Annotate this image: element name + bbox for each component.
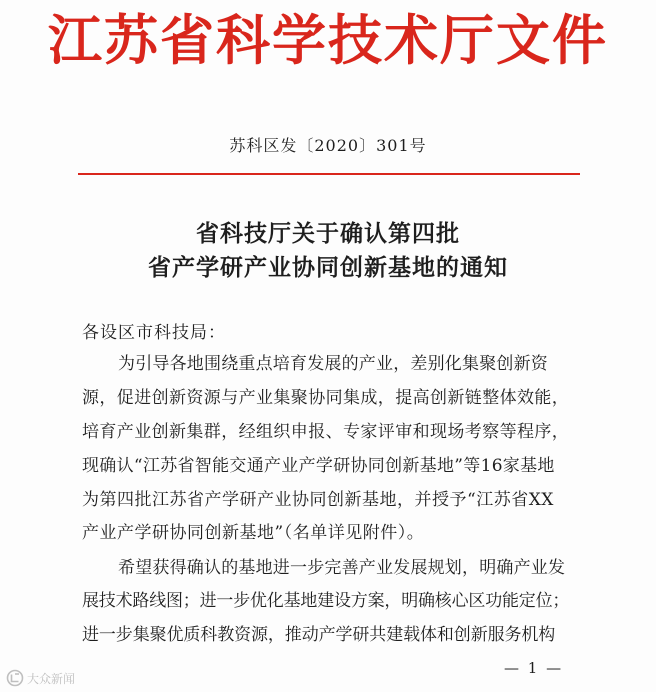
- body-line: 希望获得确认的基地进一步完善产业发展规划，明确产业发: [118, 558, 566, 578]
- publisher-logo-icon: [6, 669, 24, 687]
- body-line: 为第四批江苏省产学研产业协同创新基地，并授予“江苏省XX: [82, 490, 554, 510]
- publisher-watermark: [6, 668, 75, 688]
- document-title-line-2: 省产学研产业协同创新基地的通知: [148, 255, 508, 281]
- red-divider-line: [78, 173, 580, 175]
- body-line: 展技术路线图；进一步优化基地建设方案，明确核心区功能定位；: [82, 591, 570, 611]
- salutation: 各设区市科技局：: [82, 323, 226, 343]
- body-line: 为引导各地围绕重点培育发展的产业，差别化集聚创新资: [118, 354, 548, 374]
- issuer-masthead: 江苏省科学技术厅文件: [48, 9, 608, 72]
- body-line: 现确认“江苏省智能交通产业产学研协同创新基地”等16家基地: [82, 456, 555, 476]
- document-number: 苏科区发〔2020〕301号: [229, 136, 427, 155]
- body-line: 培育产业创新集群，经组织申报、专家评审和现场考察等程序，: [82, 422, 570, 442]
- watermark-text: 大众新闻: [27, 671, 76, 686]
- document-title-line-1: 省科技厅关于确认第四批: [196, 221, 460, 247]
- page-number: — 1 —: [504, 659, 564, 677]
- body-line: 进一步集聚优质科教资源，推动产学研共建载体和创新服务机构: [82, 625, 556, 645]
- body-line: 源，促进创新资源与产业集聚协同集成，提高创新链整体效能，: [82, 388, 570, 408]
- body-line: 产业产学研协同创新基地”（名单详见附件）。: [82, 523, 425, 543]
